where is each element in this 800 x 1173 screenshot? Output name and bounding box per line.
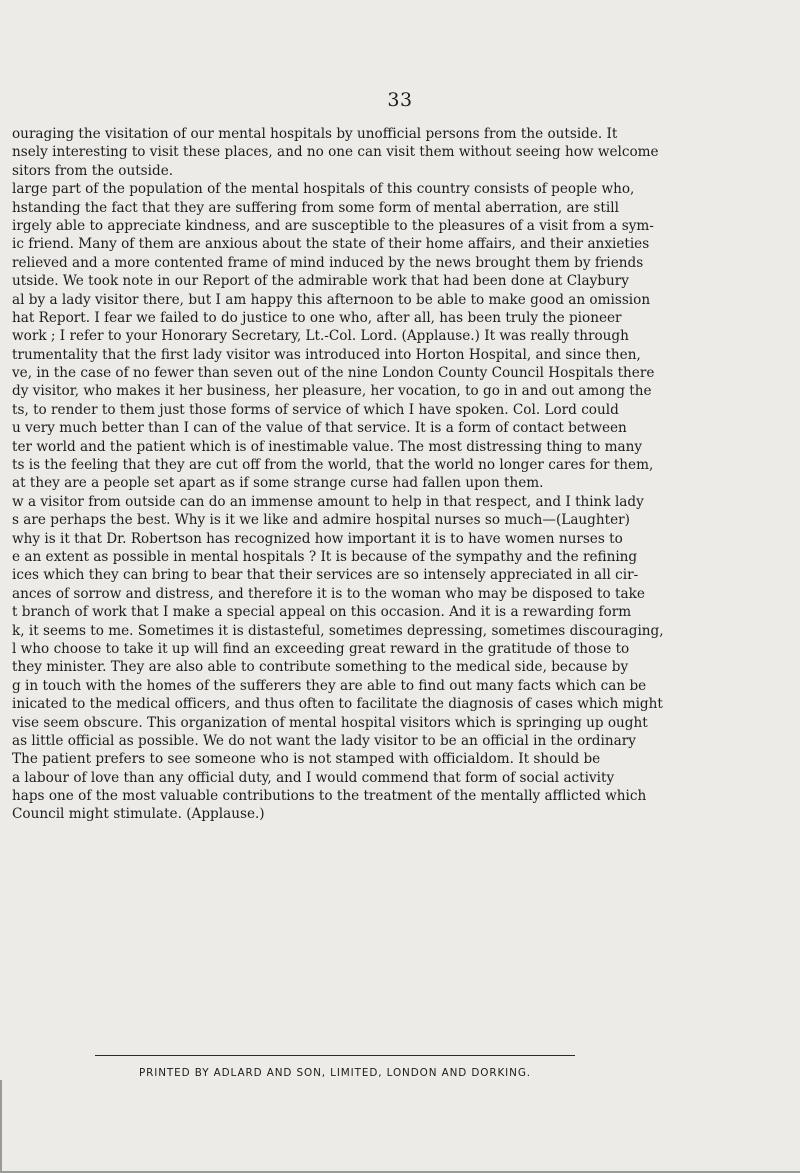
body-text	[0, 125, 800, 824]
text-line: why is it that Dr. Robertson has recognized how important it is to have women nurses to	[12, 530, 623, 547]
text-line: ts is the feeling that they are cut off from the world, that the world no longer cares for them,	[12, 457, 654, 474]
text-line: hat Report. I fear we failed to do justice to one who, after all, has been truly the pioneer	[12, 309, 622, 326]
text-line: dy visitor, who makes it her business, her pleasure, her vocation, to go in and out among the	[12, 383, 652, 400]
text-line: at they are a people set apart as if some strange curse had fallen upon them.	[12, 475, 544, 492]
text-line: w a visitor from outside can do an immense amount to help in that respect, and I think lady	[12, 493, 644, 510]
text-line: irgely able to appreciate kindness, and are susceptible to the pleasures of a visit from a sym-	[12, 217, 654, 234]
text-line: sitors from the outside.	[12, 162, 174, 179]
text-line: utside. We took note in our Report of the admirable work that had been done at Claybury	[12, 273, 629, 290]
text-line: ic friend. Many of them are anxious about the state of their home affairs, and their anxieties	[12, 236, 650, 253]
printer-imprint: PRINTED BY ADLARD AND SON, LIMITED, LONDON AND DORKING.	[139, 1067, 531, 1079]
scan-edge-left	[0, 1080, 2, 1173]
text-line: ter world and the patient which is of inestimable value. The most distressing thing to many	[12, 438, 643, 455]
text-line: a labour of love than any official duty, and I would commend that form of social activity	[12, 769, 615, 786]
text-line: hstanding the fact that they are suffering from some form of mental aberration, are still	[12, 199, 619, 216]
text-line: l who choose to take it up will find an exceeding great reward in the gratitude of those to	[12, 640, 630, 657]
text-line: work ; I refer to your Honorary Secretary, Lt.-Col. Lord. (Applause.) It was really through	[12, 328, 629, 345]
text-line: u very much better than I can of the value of that service. It is a form of contact between	[12, 420, 627, 437]
text-line: ices which they can bring to bear that their services are so intensely appreciated in all cir-	[12, 567, 639, 584]
text-line: The patient prefers to see someone who is not stamped with officialdom. It should be	[12, 751, 601, 768]
text-line: large part of the population of the mental hospitals of this country consists of people who,	[12, 181, 635, 198]
text-line: nsely interesting to visit these places, and no one can visit them without seeing how welcome	[12, 144, 659, 161]
text-line: ouraging the visitation of our mental hospitals by unofficial persons from the outside. It	[12, 126, 618, 142]
text-line: inicated to the medical officers, and thus often to facilitate the diagnosis of cases which might	[12, 696, 663, 713]
text-line: relieved and a more contented frame of mind induced by the news brought them by friends	[12, 254, 644, 271]
text-line: vise seem obscure. This organization of mental hospital visitors which is springing up ought	[12, 714, 648, 731]
text-line: g in touch with the homes of the sufferers they are able to find out many facts which can be	[12, 677, 647, 694]
text-line: as little official as possible. We do not want the lady visitor to be an official in the ordinary	[12, 732, 636, 749]
text-line: haps one of the most valuable contributions to the treatment of the mentally afflicted which	[12, 788, 647, 805]
text-line: k, it seems to me. Sometimes it is distasteful, sometimes depressing, sometimes discouraging,	[12, 622, 664, 639]
divider-rule	[95, 1055, 575, 1056]
text-line: they minister. They are also able to contribute something to the medical side, because by	[12, 659, 629, 676]
text-line: t branch of work that I make a special appeal on this occasion. And it is a rewarding form	[12, 604, 632, 621]
text-line: ances of sorrow and distress, and therefore it is to the woman who may be disposed to take	[12, 585, 645, 602]
text-line: e an extent as possible in mental hospitals ? It is because of the sympathy and the refining	[12, 548, 638, 565]
text-line: al by a lady visitor there, but I am happy this afternoon to be able to make good an omission	[12, 291, 651, 308]
text-line: trumentality that the first lady visitor was introduced into Horton Hospital, and since then,	[12, 346, 641, 363]
page-number: 33	[387, 89, 413, 111]
text-line: ts, to render to them just those forms of service of which I have spoken. Col. Lord could	[12, 401, 619, 418]
text-line: s are perhaps the best. Why is it we like and admire hospital nurses so much—(Laughter)	[12, 512, 630, 529]
text-line: ve, in the case of no fewer than seven out of the nine London County Council Hospitals there	[12, 365, 655, 382]
text-line: Council might stimulate. (Applause.)	[12, 806, 265, 823]
